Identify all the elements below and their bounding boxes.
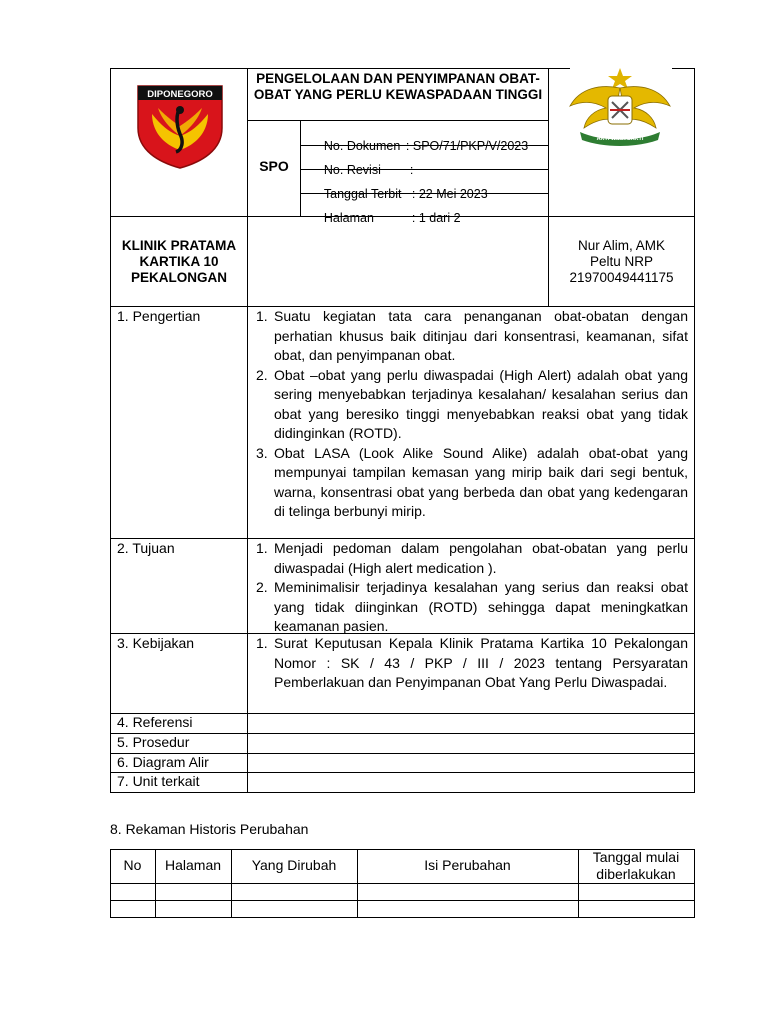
clinic-line: PEKALONGAN	[130, 270, 227, 285]
divider	[110, 883, 695, 884]
document-title: PENGELOLAAN DAN PENYIMPANAN OBAT-OBAT YANG PERLU KEWASPADAAN TINGGI	[253, 71, 543, 102]
list-item	[252, 307, 688, 366]
list-item	[252, 444, 688, 522]
history-header-yang-dirubah: Yang Dirubah	[251, 857, 337, 873]
divider	[110, 900, 695, 901]
section-label-diagram-alir: 6. Diagram Alir	[117, 754, 209, 770]
divider	[247, 306, 248, 792]
meta-key: Halaman	[323, 211, 374, 225]
divider	[248, 68, 570, 69]
divider	[694, 849, 695, 918]
signer-name: Nur Alim, AMK	[577, 238, 666, 253]
list-text: Suatu kegiatan tata cara penanganan obat-obatan dengan perhatian khusus baik ditinjau dari konsentrasi, keamanan, sifat obat, dan penyimpanan obat.	[274, 308, 688, 363]
clinic-name	[110, 238, 248, 286]
history-header-halaman: Halaman	[164, 857, 222, 873]
signer-nrp: 21970049441175	[569, 270, 674, 285]
section-label-referensi: 4. Referensi	[117, 714, 193, 730]
history-title: 8. Rekaman Historis Perubahan	[110, 821, 309, 837]
divider	[578, 849, 579, 918]
army-garuda-emblem-icon	[566, 66, 674, 150]
signer-rank: Peltu NRP	[589, 254, 654, 269]
list-number: 1.	[256, 635, 268, 651]
divider	[110, 917, 695, 918]
meta-value: :	[409, 163, 414, 177]
history-header-tanggal: Tanggal mulai diberlakukan	[592, 849, 680, 882]
list-item	[252, 539, 688, 578]
list-text: Surat Keputusan Kepala Klinik Pratama Kartika 10 Pekalongan Nomor : SK / 43 / PKP / III / 2023 tentang Persyaratan Pemberlakuan dan Penyimpanan Obat Yang Perlu Diwaspadai.	[274, 635, 688, 690]
meta-page	[310, 197, 461, 239]
history-header-no: No	[123, 857, 142, 873]
clinic-line: KARTIKA 10	[139, 254, 219, 269]
list-text: Obat LASA (Look Alike Sound Alike) adalah obat-obat yang mempunyai tampilan kemasan yang mirip baik dari segi bentuk, warna, konsentrasi obat yang berbeda dan obat yang kedengaran di telinga berbunyi mirip.	[274, 444, 688, 519]
divider	[548, 68, 549, 217]
meta-key: Tanggal Terbit	[323, 187, 402, 201]
section-label-prosedur: 5. Prosedur	[117, 734, 190, 750]
section-label-tujuan: 2. Tujuan	[117, 540, 175, 556]
section-list-pengertian	[252, 307, 688, 522]
divider	[110, 733, 695, 734]
list-number: 2.	[256, 366, 268, 383]
signer-block	[548, 238, 695, 286]
divider	[248, 120, 548, 121]
section-label-pengertian: 1. Pengertian	[117, 308, 201, 324]
section-label-unit-terkait: 7. Unit terkait	[117, 773, 200, 789]
list-number: 1.	[256, 540, 268, 556]
meta-key: No. Revisi	[323, 163, 381, 177]
right-logo-text: AKTI WIRA SAKTI	[596, 136, 644, 142]
divider	[110, 713, 695, 714]
list-item	[252, 578, 688, 637]
history-header-isi-perubahan: Isi Perubahan	[424, 857, 511, 873]
meta-value: : SPO/71/PKP/V/2023	[405, 139, 529, 153]
list-number: 1.	[256, 308, 268, 324]
section-list-kebijakan	[252, 634, 688, 693]
section-label-kebijakan: 3. Kebijakan	[117, 635, 195, 651]
spo-label: SPO	[259, 158, 289, 174]
divider	[110, 68, 111, 792]
left-logo-text: DIPONEGORO	[147, 89, 213, 100]
divider	[672, 68, 695, 69]
list-number: 2.	[256, 579, 268, 595]
list-item	[252, 634, 688, 693]
list-number: 3.	[256, 444, 268, 461]
section-list-tujuan	[252, 539, 688, 637]
clinic-line: KLINIK PRATAMA	[121, 238, 237, 253]
list-text: Meminimalisir terjadinya kesalahan yang serius dan reaksi obat yang tidak diinginkan (ROTD) sehingga dapat meningkatkan keamanan pasien.	[274, 579, 688, 634]
meta-value: : 1 dari 2	[411, 211, 461, 225]
list-text: Menjadi pedoman dalam pengolahan obat-obatan yang perlu diwaspadai (High alert medication ).	[274, 540, 688, 576]
divider	[110, 792, 695, 793]
meta-value: : 22 Mei 2023	[411, 187, 488, 201]
meta-key: No. Dokumen	[323, 139, 401, 153]
list-item	[252, 366, 688, 444]
diponegoro-emblem-icon	[132, 84, 228, 170]
divider	[694, 68, 695, 792]
list-text: Obat –obat yang perlu diwaspadai (High Alert) adalah obat yang sering menyebabkan terjadinya kesalahan/ kesalahan serius dan obat yang beresiko tinggi menyebabkan reaksi obat yang tidak didinginkan (ROTD).	[274, 366, 688, 441]
divider	[110, 68, 248, 69]
